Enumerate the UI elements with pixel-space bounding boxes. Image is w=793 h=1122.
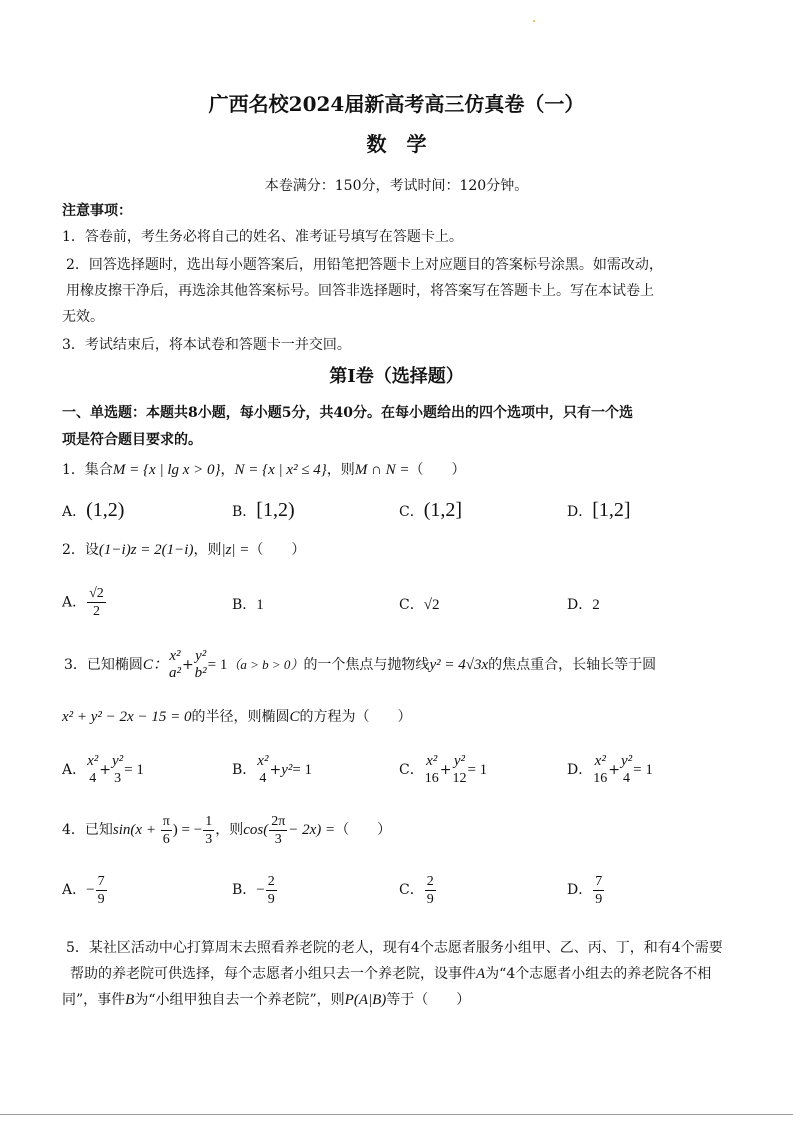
section-heading: 项是符合题目要求的。 bbox=[62, 432, 202, 448]
answer-blank: （ ） bbox=[409, 462, 466, 478]
q2-prefix: 2．设 bbox=[62, 542, 99, 558]
option-label: D． bbox=[567, 882, 593, 898]
q4-cos-tail: − 2x) = bbox=[288, 822, 336, 838]
q1-prefix: 1．集合 bbox=[62, 462, 113, 478]
option-a: A． x² 4 + y² 3 = 1 bbox=[62, 753, 144, 786]
q1-then: ，则 bbox=[326, 462, 355, 478]
denominator: 6 bbox=[162, 831, 170, 847]
speck bbox=[533, 20, 535, 22]
denominator: 9 bbox=[267, 891, 275, 907]
question-1 bbox=[62, 460, 466, 480]
denominator: 16 bbox=[593, 771, 608, 786]
fraction bbox=[169, 648, 181, 682]
fraction bbox=[266, 873, 277, 908]
note-item: 2．回答选择题时，选出每小题答案后，用铅笔把答题卡上对应题目的答案标号涂黑。如需改动， bbox=[66, 257, 663, 273]
option-label: A． bbox=[62, 762, 87, 778]
denominator: 16 bbox=[424, 771, 439, 786]
option-label: B． bbox=[232, 597, 257, 613]
denominator: 12 bbox=[452, 771, 467, 786]
rhs: = 1 bbox=[292, 762, 313, 778]
note-item: 无效。 bbox=[62, 309, 104, 325]
fraction bbox=[203, 813, 214, 848]
option-c bbox=[399, 595, 439, 615]
sign: − bbox=[256, 882, 265, 898]
exam-info: 本卷满分：150分，考试时间：120分钟。 bbox=[264, 178, 529, 194]
option-d bbox=[567, 500, 631, 522]
question-4 bbox=[62, 810, 391, 850]
q3-condition: （a > b > 0） bbox=[227, 657, 304, 672]
question-5-line3 bbox=[62, 990, 470, 1010]
q1-set-m: M = {x | lg x > 0} bbox=[112, 462, 221, 478]
numerator: √2 bbox=[89, 586, 104, 601]
fraction bbox=[195, 648, 207, 682]
denominator: 4 bbox=[259, 771, 267, 786]
option-label: D． bbox=[567, 762, 593, 778]
rhs: = 1 bbox=[633, 762, 653, 778]
option-b bbox=[232, 595, 264, 615]
q3-text: 的半径，则椭圆 bbox=[191, 709, 290, 725]
fraction bbox=[257, 753, 268, 787]
question-3-line2 bbox=[62, 707, 411, 727]
q4-eq: ) = − bbox=[172, 822, 203, 838]
numerator: y² bbox=[620, 753, 633, 769]
q4-prefix: 4．已知 bbox=[62, 822, 113, 838]
q2-equation: (1−i)z = 2(1−i) bbox=[98, 542, 194, 558]
exam-title: 广西名校2024届新高考高三仿真卷（一） bbox=[208, 92, 585, 116]
section-heading: 一、单选题：本题共8小题，每小题5分，共40分。在每小题给出的四个选项中，只有一个选 bbox=[62, 405, 633, 421]
numerator: x² bbox=[257, 753, 269, 769]
q2-then: ，则 bbox=[193, 542, 222, 558]
option-b: B． x² 4 +y²= 1 bbox=[232, 753, 313, 786]
answer-blank: （ ） bbox=[249, 542, 306, 558]
q5-text: 为“小组甲独自去一个养老院”，则 bbox=[134, 992, 345, 1008]
option-label: C． bbox=[399, 504, 424, 520]
answer-blank: （ ） bbox=[335, 822, 392, 838]
option-a bbox=[62, 500, 124, 522]
numerator: 2 bbox=[267, 873, 275, 889]
rhs: = 1 bbox=[124, 762, 144, 778]
q3-eq: = 1 bbox=[207, 657, 228, 673]
q3-text: 的焦点重合，长轴长等于圆 bbox=[488, 657, 657, 673]
question-5: 5．某社区活动中心打算周末去照看养老院的老人，现有4个志愿者服务小组甲、乙、丙、丁，和有4个需要 bbox=[66, 940, 723, 956]
q4-sin: sin(x + bbox=[112, 822, 160, 838]
q3-prefix: 3．已知椭圆 bbox=[64, 657, 143, 673]
fraction bbox=[425, 753, 439, 787]
option-d bbox=[567, 595, 600, 615]
option-label: C． bbox=[399, 597, 424, 613]
numerator: 1 bbox=[205, 813, 213, 829]
fraction bbox=[621, 753, 632, 787]
denominator: 3 bbox=[205, 831, 213, 847]
numerator: x² bbox=[87, 753, 99, 769]
denominator: 9 bbox=[595, 891, 603, 907]
denominator: 3 bbox=[114, 771, 122, 786]
fraction bbox=[87, 753, 98, 787]
numerator: 2π bbox=[271, 813, 286, 829]
part-title: 第Ⅰ卷（选择题） bbox=[329, 366, 464, 387]
event-b: B bbox=[125, 992, 135, 1008]
term: y² bbox=[281, 762, 293, 778]
option-label: C． bbox=[399, 762, 424, 778]
sign: − bbox=[86, 882, 95, 898]
option-a bbox=[62, 870, 108, 910]
denominator: 9 bbox=[97, 891, 105, 907]
q1-sep: ， bbox=[220, 462, 235, 478]
numerator: x² bbox=[169, 648, 181, 664]
answer-blank: 等于（ ） bbox=[386, 992, 471, 1008]
q3-circle: x² + y² − 2x − 15 = 0 bbox=[62, 709, 192, 725]
fraction bbox=[593, 873, 604, 908]
numerator: y² bbox=[195, 648, 207, 664]
option-value: 2 bbox=[592, 597, 600, 613]
numerator: π bbox=[162, 813, 170, 829]
q5-text: 帮助的养老院可供选择，每个志愿者小组只去一个养老院，设事件 bbox=[70, 966, 476, 982]
numerator: 7 bbox=[595, 873, 603, 889]
conditional-probability: P(A|B) bbox=[344, 992, 387, 1008]
option-c bbox=[399, 870, 437, 910]
option-d bbox=[567, 870, 605, 910]
note-item: 用橡皮擦干净后，再选涂其他答案标号。回答非选择题时，将答案写在答题卡上。写在本试卷上 bbox=[66, 283, 654, 299]
denominator: b² bbox=[194, 665, 207, 681]
fraction bbox=[452, 753, 466, 787]
q3-c: C bbox=[289, 709, 300, 725]
option-value: (1,2) bbox=[86, 499, 125, 521]
q5-text: 同”，事件 bbox=[62, 992, 126, 1008]
option-c: C． x² 16 + y² 12 = 1 bbox=[399, 753, 488, 786]
fraction bbox=[96, 873, 107, 908]
option-value: [1,2) bbox=[256, 499, 295, 521]
option-value: (1,2] bbox=[423, 499, 463, 521]
numerator: x² bbox=[594, 753, 606, 769]
option-label: A． bbox=[62, 594, 87, 611]
page-bottom-rule bbox=[0, 1114, 793, 1115]
question-5-line2 bbox=[70, 964, 711, 984]
fraction bbox=[425, 873, 436, 908]
notes-heading: 注意事项： bbox=[62, 203, 132, 219]
q3-parabola: y² = 4√3x bbox=[429, 657, 489, 673]
subject-title: 数 学 bbox=[366, 132, 427, 156]
numerator: 7 bbox=[97, 873, 105, 889]
option-label: D． bbox=[567, 597, 593, 613]
option-label: A． bbox=[62, 882, 87, 898]
numerator: x² bbox=[426, 753, 438, 769]
fraction bbox=[593, 753, 607, 787]
event-a: A bbox=[476, 966, 486, 982]
q1-ask: M ∩ N = bbox=[354, 462, 410, 478]
option-label: C． bbox=[399, 882, 424, 898]
fraction bbox=[161, 813, 172, 848]
q3-text: 的一个焦点与抛物线 bbox=[303, 657, 430, 673]
option-label: A． bbox=[62, 504, 87, 520]
option-b bbox=[232, 500, 295, 522]
denominator: 2 bbox=[92, 604, 100, 619]
option-b bbox=[232, 870, 278, 910]
option-a bbox=[62, 585, 107, 620]
option-label: B． bbox=[232, 762, 257, 778]
q4-then: ，则 bbox=[215, 822, 244, 838]
answer-blank: 的方程为（ ） bbox=[299, 709, 412, 725]
denominator: a² bbox=[168, 665, 181, 681]
fraction bbox=[269, 813, 287, 848]
denominator: 3 bbox=[274, 831, 282, 847]
q2-ask: |z| = bbox=[221, 542, 250, 558]
option-value: 1 bbox=[256, 597, 264, 613]
note-item: 3．考试结束后，将本试卷和答题卡一并交回。 bbox=[62, 337, 351, 353]
q4-cos: cos( bbox=[243, 822, 269, 838]
option-label: B． bbox=[232, 504, 257, 520]
fraction bbox=[87, 585, 106, 620]
question-2 bbox=[62, 540, 305, 560]
q1-set-n: N = {x | x² ≤ 4} bbox=[234, 462, 327, 478]
fraction bbox=[112, 753, 123, 787]
q3-c: C： bbox=[142, 657, 168, 673]
numerator: y² bbox=[453, 753, 466, 769]
note-item: 1．答卷前，考生务必将自己的姓名、准考证号填写在答题卡上。 bbox=[62, 229, 463, 245]
option-value: √2 bbox=[423, 597, 440, 613]
option-label: B． bbox=[232, 882, 257, 898]
denominator: 9 bbox=[426, 891, 434, 907]
option-value: [1,2] bbox=[592, 499, 631, 521]
question-3: 3．已知椭圆C： x² a² + y² b² = 1（a > b > 0）的一个焦点与抛物线y² = 4√3x的焦点重合，长轴长等于圆 bbox=[64, 648, 657, 681]
numerator: y² bbox=[112, 753, 124, 769]
option-label: D． bbox=[567, 504, 593, 520]
rhs: = 1 bbox=[467, 762, 488, 778]
denominator: 4 bbox=[89, 771, 97, 786]
option-c bbox=[399, 500, 462, 522]
q5-text: 为“4个志愿者小组去的养老院各不相 bbox=[485, 966, 712, 982]
denominator: 4 bbox=[623, 771, 631, 786]
numerator: 2 bbox=[426, 873, 434, 889]
option-d: D． x² 16 + y² 4 = 1 bbox=[567, 753, 653, 786]
